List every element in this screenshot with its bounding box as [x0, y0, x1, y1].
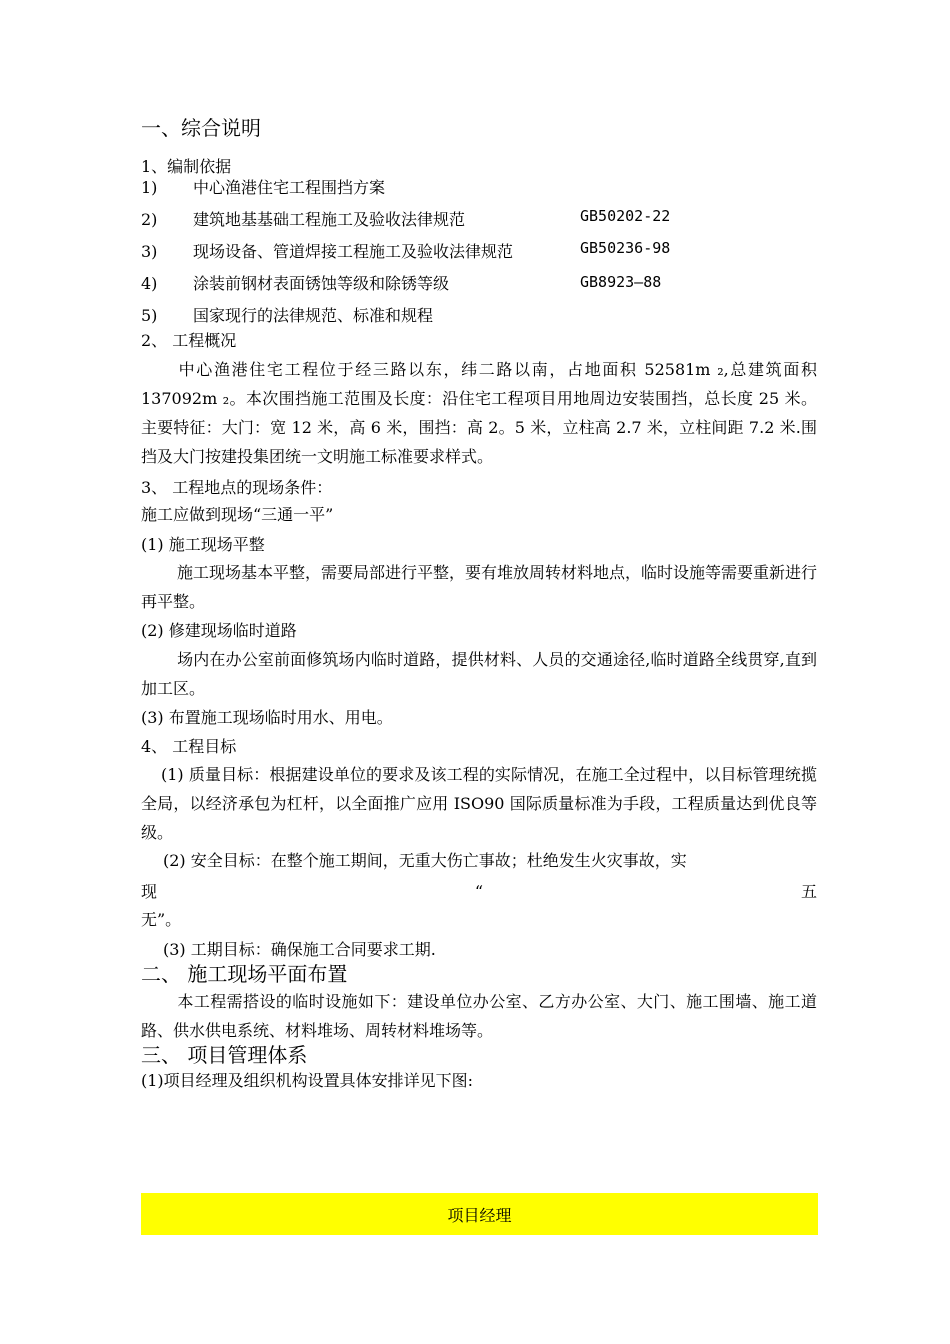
org-chart-project-manager-label: 项目经理	[447, 1205, 512, 1225]
target-2-line-2	[141, 882, 817, 902]
target-3: (3) 工期目标：确保施工合同要求工期.	[163, 940, 436, 959]
condition-2-paragraph	[141, 645, 817, 703]
condition-1-paragraph	[141, 558, 817, 616]
overview-paragraph	[141, 355, 817, 471]
org-chart-project-manager-box	[141, 1193, 818, 1235]
basis-text-2: 建筑地基基础工程施工及验收法律规范	[193, 210, 466, 229]
basis-num-4: 4)	[141, 274, 158, 293]
basis-text-5: 国家现行的法律规范、标准和规程	[193, 306, 434, 325]
section-3-title: 三、 项目管理体系	[141, 1043, 308, 1067]
basis-text-4: 涂装前钢材表面锈蚀等级和除锈等级	[193, 274, 450, 293]
section-2-text: 本工程需搭设的临时设施如下：建设单位办公室、乙方办公室、大门、施工围墙、施工道路、供水供电系统、材料堆场、周转材料堆场等。	[141, 992, 817, 1040]
section-1-title: 一、综合说明	[141, 116, 261, 140]
target-2-line-1: (2) 安全目标：在整个施工期间，无重大伤亡事故；杜绝发生火灾事故，实	[163, 851, 687, 870]
site-conditions-intro: 施工应做到现场“三通一平”	[141, 505, 334, 524]
section-2-title: 二、 施工现场平面布置	[141, 962, 348, 986]
basis-code-2: GB50202-22	[580, 207, 671, 225]
basis-num-5: 5)	[141, 306, 158, 325]
basis-num-1: 1)	[141, 178, 158, 197]
overview-heading: 2、 工程概况	[141, 331, 237, 350]
basis-text-1: 中心渔港住宅工程围挡方案	[193, 178, 386, 197]
overview-text: 中心渔港住宅工程位于经三路以东，纬二路以南，占地面积 52581m ₂,总建筑面积 137092m ₂。本次围挡施工范围及长度：沿住宅工程项目用地周边安装围挡，总长度 25 米。主要特征：大门：宽 12 米，高 6 米，围挡：高 2。5 米，立柱高 2.7 米，立柱间距 7.2 米.围挡及大门按建投集团统一文明施工标准要求样式。	[141, 360, 817, 466]
condition-1-title: (1) 施工现场平整	[141, 535, 265, 554]
target-1-text: (1) 质量目标：根据建设单位的要求及该工程的实际情况，在施工全过程中，以目标管理统揽全局，以经济承包为杠杆，以全面推广应用 ISO90 国际质量标准为手段，工程质量达到优良等级。	[141, 765, 817, 842]
target-2-line-3: 无”。	[141, 910, 182, 929]
section-3-line: (1)项目经理及组织机构设置具体安排详见下图:	[141, 1071, 474, 1090]
basis-code-3: GB50236-98	[580, 239, 671, 257]
target-2-open-quote: “	[474, 882, 484, 901]
target-2-word-xian: 现	[141, 882, 158, 901]
condition-1-text: 施工现场基本平整，需要局部进行平整，要有堆放周转材料地点，临时设施等需要重新进行再平整。	[141, 563, 818, 611]
target-1-paragraph	[141, 760, 817, 847]
targets-heading: 4、 工程目标	[141, 737, 237, 756]
basis-code-4: GB8923—88	[580, 273, 662, 291]
basis-num-2: 2)	[141, 210, 158, 229]
basis-text-3: 现场设备、管道焊接工程施工及验收法律规范	[193, 242, 514, 261]
site-conditions-heading: 3、 工程地点的现场条件：	[141, 478, 333, 497]
target-2-word-wu: 五	[800, 882, 817, 901]
basis-num-3: 3)	[141, 242, 158, 261]
condition-2-text: 场内在办公室前面修筑场内临时道路，提供材料、人员的交通途径,临时道路全线贯穿,直到加工区。	[141, 650, 817, 698]
basis-heading: 1、编制依据	[141, 157, 232, 176]
condition-2-title: (2) 修建现场临时道路	[141, 621, 297, 640]
section-2-paragraph	[141, 987, 817, 1045]
condition-3-title: (3) 布置施工现场临时用水、用电。	[141, 708, 393, 727]
